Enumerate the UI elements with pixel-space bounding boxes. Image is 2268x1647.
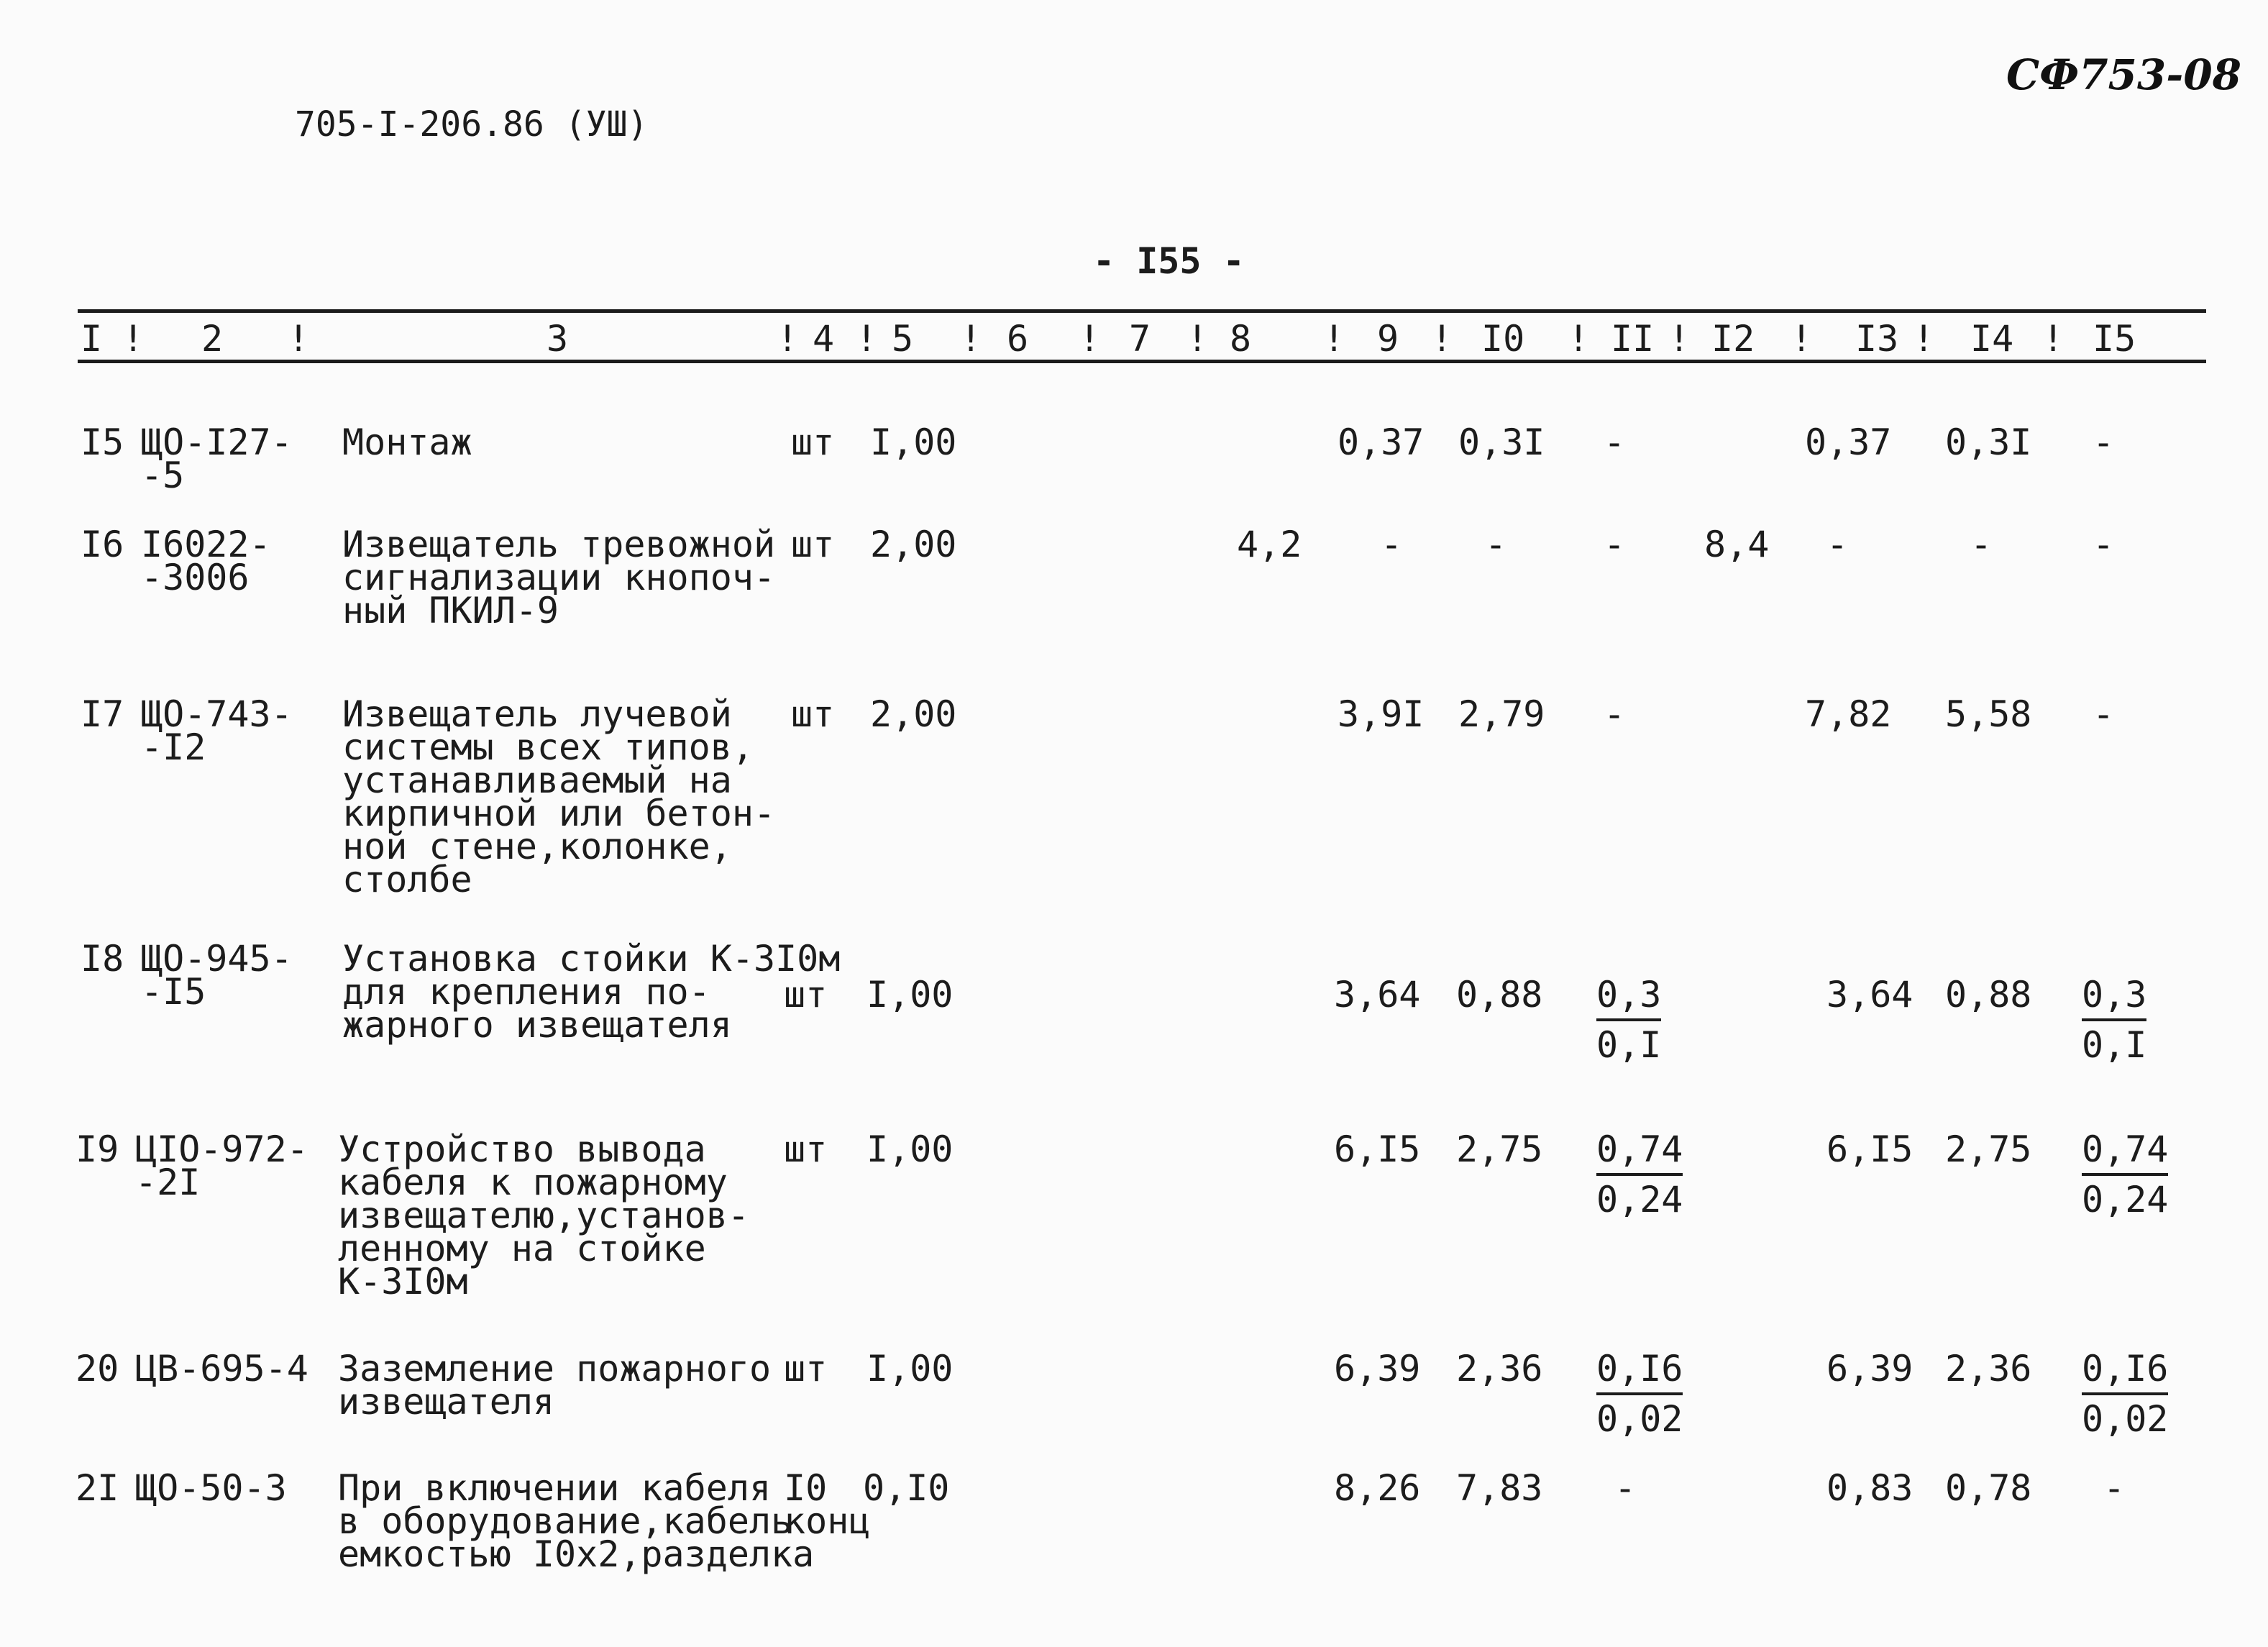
col-header: 9	[1377, 318, 1399, 360]
fraction-numerator: 0,I6	[1596, 1352, 1683, 1395]
col-header: 2	[201, 318, 224, 360]
fraction-denominator: 0,02	[1596, 1398, 1683, 1440]
col-header: 4	[813, 318, 835, 360]
cell-col9: 3,64	[1334, 974, 1421, 1016]
cell-col10: 0,88	[1456, 974, 1543, 1016]
row-unit: шт	[791, 693, 835, 735]
row-quantity: I,00	[866, 974, 954, 1016]
col-header: I3	[1855, 318, 1899, 360]
fraction-denominator: 0,02	[2082, 1398, 2169, 1440]
cell-col13: 3,64	[1826, 974, 1913, 1016]
row-unit: шт	[791, 421, 835, 463]
fraction-numerator: 0,3	[2082, 978, 2146, 1021]
cell-col14: -	[1970, 524, 1993, 565]
cell-col15: -	[2093, 524, 2115, 565]
fraction-numerator: 0,74	[2082, 1133, 2168, 1176]
row-unit-extra: конц	[784, 1500, 871, 1542]
col-header: 3	[547, 318, 569, 360]
cell-col15: -	[2093, 693, 2115, 735]
cell-col13: 0,83	[1826, 1467, 1913, 1509]
col-header: I	[81, 318, 103, 360]
fraction-denominator: 0,24	[2082, 1179, 2169, 1221]
row-unit: шт	[784, 974, 828, 1016]
cell-col14: 2,75	[1945, 1128, 2032, 1170]
cell-col11: -	[1604, 524, 1626, 565]
col-header: 8	[1230, 318, 1252, 360]
row-number: I7	[81, 693, 124, 735]
cell-col9: 6,39	[1334, 1348, 1421, 1390]
row-unit: шт	[791, 524, 835, 565]
row-number: 20	[76, 1348, 119, 1390]
cell-col15: -	[2103, 1467, 2126, 1509]
row-description: Извещатель тревожной сигнализации кнопоч- ный ПКИЛ-9	[342, 524, 776, 631]
row-description: Установка стойки К-3I0м для крепления по- жарного извещателя	[342, 938, 841, 1046]
cell-col10: 2,75	[1456, 1128, 1543, 1170]
row-quantity: I,00	[870, 421, 957, 463]
page-number: - I55 -	[1093, 240, 1245, 282]
cell-col11: -	[1604, 693, 1626, 735]
cell-col10: 2,79	[1458, 693, 1545, 735]
cell-col14: 2,36	[1945, 1348, 2032, 1390]
row-number: 2I	[76, 1467, 119, 1509]
cell-col11-fraction	[1596, 1128, 1683, 1221]
row-code: ЩО-945- -I5	[141, 938, 293, 1013]
cell-col13: 6,I5	[1826, 1128, 1913, 1170]
row-number: I6	[81, 524, 124, 565]
row-quantity: 2,00	[870, 693, 957, 735]
archive-stamp: СФ753-08	[2006, 50, 2242, 99]
fraction-numerator: 0,74	[1596, 1133, 1683, 1176]
cell-col10: -	[1485, 524, 1507, 565]
fraction-denominator: 0,I	[2082, 1024, 2147, 1066]
cell-col11-fraction	[1596, 974, 1662, 1066]
row-unit: шт	[784, 1128, 828, 1170]
row-number: I8	[81, 938, 124, 980]
row-unit: шт	[784, 1348, 828, 1390]
row-unit: I0	[784, 1467, 828, 1509]
cell-col9: 6,I5	[1334, 1128, 1421, 1170]
cell-col14: 5,58	[1945, 693, 2032, 735]
cell-col9: 3,9I	[1338, 693, 1425, 735]
col-header: I0	[1481, 318, 1525, 360]
row-description: Монтаж	[342, 421, 472, 463]
fraction-numerator: 0,I6	[2082, 1352, 2168, 1395]
fraction-numerator: 0,3	[1596, 978, 1661, 1021]
cell-col11: -	[1604, 421, 1626, 463]
cell-col14: 0,88	[1945, 974, 2032, 1016]
cell-col14: 0,78	[1945, 1467, 2032, 1509]
cell-col15-fraction	[2082, 1128, 2169, 1221]
row-code: ЩО-50-3	[135, 1467, 287, 1509]
col-header: I2	[1711, 318, 1755, 360]
row-code: ЦIО-972- -2I	[135, 1128, 308, 1203]
header-rule-top	[78, 309, 2206, 313]
cell-col10: 7,83	[1456, 1467, 1543, 1509]
row-code: ЩО-I27- -5	[141, 421, 293, 496]
cell-col9: -	[1381, 524, 1403, 565]
cell-col13: 6,39	[1826, 1348, 1913, 1390]
cell-col10: 2,36	[1456, 1348, 1543, 1390]
cell-col15-fraction	[2082, 974, 2147, 1066]
row-number: I9	[76, 1128, 119, 1170]
col-header: 6	[1007, 318, 1029, 360]
fraction-denominator: 0,I	[1596, 1024, 1662, 1066]
header-rule-bottom	[78, 360, 2206, 363]
col-header: 7	[1129, 318, 1151, 360]
cell-col13: -	[1826, 524, 1849, 565]
col-header: II	[1611, 318, 1655, 360]
cell-col12: 8,4	[1704, 524, 1770, 565]
cell-col10: 0,3I	[1458, 421, 1545, 463]
cell-col9: 0,37	[1338, 421, 1425, 463]
cell-col13: 0,37	[1805, 421, 1892, 463]
document-code: 705-I-206.86 (УШ)	[295, 104, 649, 145]
row-number: I5	[81, 421, 124, 463]
row-quantity: 2,00	[870, 524, 957, 565]
row-quantity: 0,I0	[863, 1467, 950, 1509]
cell-col9: 8,26	[1334, 1467, 1421, 1509]
row-description: Заземление пожарного извещателя	[338, 1348, 772, 1423]
cell-col8: 4,2	[1237, 524, 1302, 565]
col-header: I5	[2093, 318, 2136, 360]
row-description: При включении кабеля в оборудование,кабель емкостью I0х2,разделка	[338, 1467, 815, 1575]
cell-col14: 0,3I	[1945, 421, 2032, 463]
row-code: ЩО-743- -I2	[141, 693, 293, 768]
cell-col11-fraction	[1596, 1348, 1683, 1440]
fraction-denominator: 0,24	[1596, 1179, 1683, 1221]
cell-col13: 7,82	[1805, 693, 1892, 735]
row-quantity: I,00	[866, 1348, 954, 1390]
row-code: I6022- -3006	[141, 524, 271, 598]
col-header: I4	[1970, 318, 2014, 360]
row-description: Извещатель лучевой системы всех типов, устанавливаемый на кирпичной или бетон- ной стене,колонке, столбе	[342, 693, 776, 900]
cell-col15: -	[2093, 421, 2115, 463]
row-description: Устройство вывода кабеля к пожарному извещателю,установ- ленному на стойке К-3I0м	[338, 1128, 749, 1302]
row-code: ЦВ-695-4	[135, 1348, 308, 1390]
row-quantity: I,00	[866, 1128, 954, 1170]
cell-col15-fraction	[2082, 1348, 2169, 1440]
col-header: 5	[892, 318, 914, 360]
cell-col11: -	[1614, 1467, 1637, 1509]
